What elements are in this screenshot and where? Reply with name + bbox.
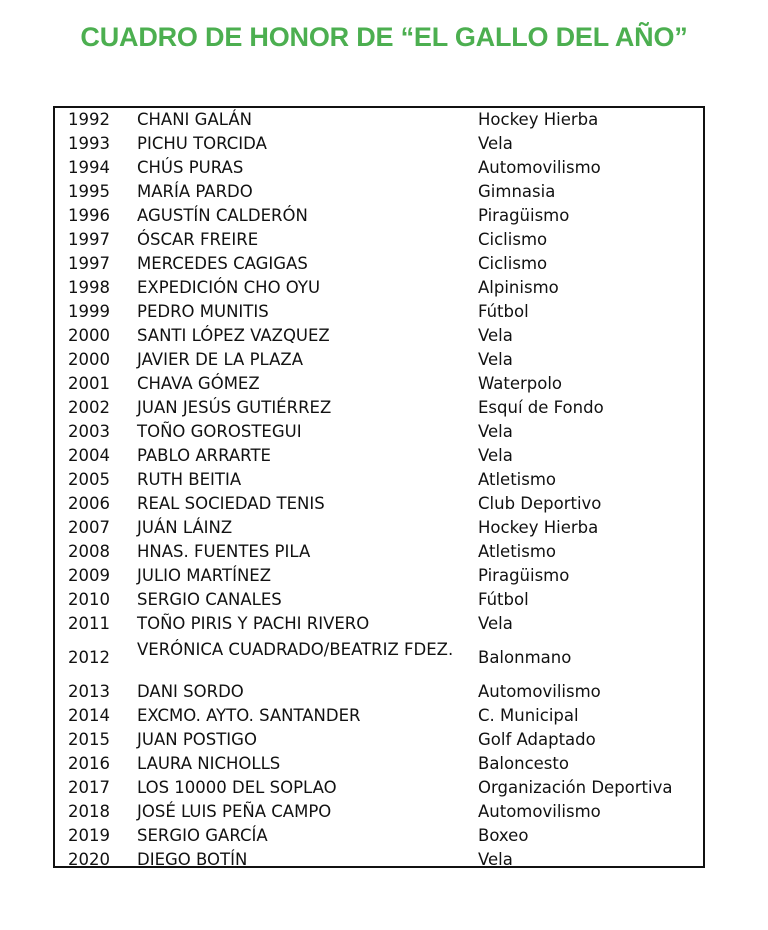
row-name: JUAN POSTIGO (137, 730, 257, 749)
table-row (55, 824, 703, 848)
table-row (55, 396, 703, 420)
row-sport: Atletismo (478, 542, 557, 561)
table-row (55, 612, 703, 636)
table-row (55, 704, 703, 728)
row-year: 2015 (68, 730, 110, 749)
row-sport: Automovilismo (478, 802, 601, 821)
row-year: 2003 (68, 422, 110, 441)
table-row (55, 776, 703, 800)
table-row (55, 348, 703, 372)
row-sport: Alpinismo (478, 278, 559, 297)
table-row (55, 848, 703, 872)
row-year: 1996 (68, 206, 110, 225)
table-row (55, 228, 703, 252)
row-sport: Automovilismo (478, 158, 601, 177)
row-name: DIEGO BOTÍN (137, 850, 248, 869)
row-name: LOS 10000 DEL SOPLAO (137, 778, 337, 797)
row-sport: Baloncesto (478, 754, 569, 773)
table-row (55, 588, 703, 612)
row-sport: Balonmano (478, 648, 572, 667)
row-year: 2012 (68, 648, 110, 667)
table-row (55, 680, 703, 704)
row-name: LAURA NICHOLLS (137, 754, 281, 773)
row-year: 2002 (68, 398, 110, 417)
row-name: VERÓNICA CUADRADO/BEATRIZ FDEZ. (137, 640, 454, 659)
row-sport: Fútbol (478, 590, 529, 609)
row-name: MARÍA PARDO (137, 182, 253, 201)
row-sport: Organización Deportiva (478, 778, 673, 797)
row-name: ÓSCAR FREIRE (137, 230, 259, 249)
row-name: SANTI LÓPEZ VAZQUEZ (137, 326, 330, 345)
row-year: 1995 (68, 182, 110, 201)
page-title: CUADRO DE HONOR DE “EL GALLO DEL AÑO” (80, 22, 688, 52)
row-year: 2011 (68, 614, 110, 633)
table-row (55, 324, 703, 348)
row-name: JUÁN LÁINZ (137, 518, 233, 537)
row-name: CHÚS PURAS (137, 158, 244, 177)
row-sport: Waterpolo (478, 374, 563, 393)
table-row (55, 204, 703, 228)
table-row (55, 492, 703, 516)
row-name: SERGIO GARCÍA (137, 826, 268, 845)
table-row (55, 420, 703, 444)
row-name: MERCEDES CAGIGAS (137, 254, 308, 273)
row-sport: Esquí de Fondo (478, 398, 604, 417)
row-name: JULIO MARTÍNEZ (137, 566, 272, 585)
table-row (55, 372, 703, 396)
table-row (55, 180, 703, 204)
row-name: PABLO ARRARTE (137, 446, 271, 465)
row-sport: Golf Adaptado (478, 730, 596, 749)
row-name: REAL SOCIEDAD TENIS (137, 494, 325, 513)
row-sport: Hockey Hierba (478, 518, 599, 537)
row-name: CHAVA GÓMEZ (137, 374, 260, 393)
row-year: 2004 (68, 446, 110, 465)
table-row (55, 468, 703, 492)
row-sport: Ciclismo (478, 230, 548, 249)
row-year: 2000 (68, 350, 110, 369)
table-row (55, 800, 703, 824)
table-row (55, 252, 703, 276)
row-name: EXCMO. AYTO. SANTANDER (137, 706, 361, 725)
row-year: 2018 (68, 802, 110, 821)
row-sport: Vela (478, 134, 513, 153)
row-year: 1992 (68, 110, 110, 129)
table-row (55, 516, 703, 540)
row-sport: Fútbol (478, 302, 529, 321)
row-name: EXPEDICIÓN CHO OYU (137, 278, 321, 297)
row-sport: Vela (478, 422, 513, 441)
row-name: TOÑO GOROSTEGUI (137, 422, 302, 441)
row-sport: Boxeo (478, 826, 529, 845)
table-row (55, 752, 703, 776)
row-year: 2005 (68, 470, 110, 489)
table-row (55, 728, 703, 752)
table-row (55, 564, 703, 588)
row-year: 2014 (68, 706, 110, 725)
row-year: 2008 (68, 542, 110, 561)
row-sport: Vela (478, 446, 513, 465)
row-year: 2000 (68, 326, 110, 345)
row-year: 1994 (68, 158, 110, 177)
table-row (55, 156, 703, 180)
row-year: 1999 (68, 302, 110, 321)
row-name: JAVIER DE LA PLAZA (137, 350, 303, 369)
row-name: HNAS. FUENTES PILA (137, 542, 311, 561)
row-name: CHANI GALÁN (137, 110, 252, 129)
row-year: 1997 (68, 230, 110, 249)
row-sport: Atletismo (478, 470, 557, 489)
row-year: 2010 (68, 590, 110, 609)
row-year: 2009 (68, 566, 110, 585)
row-year: 2020 (68, 850, 110, 869)
row-sport: Vela (478, 326, 513, 345)
row-sport: Ciclismo (478, 254, 548, 273)
row-sport: Automovilismo (478, 682, 601, 701)
row-name: RUTH BEITIA (137, 470, 242, 489)
row-name: TOÑO PIRIS Y PACHI RIVERO (137, 614, 370, 633)
row-year: 1998 (68, 278, 110, 297)
row-sport: Hockey Hierba (478, 110, 599, 129)
row-sport: Club Deportivo (478, 494, 602, 513)
table-row (55, 108, 703, 132)
row-year: 2013 (68, 682, 110, 701)
row-name: SERGIO CANALES (137, 590, 282, 609)
table-row (55, 636, 703, 680)
table-row (55, 132, 703, 156)
row-year: 2019 (68, 826, 110, 845)
row-sport: Vela (478, 350, 513, 369)
row-name: DANI SORDO (137, 682, 244, 701)
honor-roll-table (53, 106, 705, 868)
row-name: PEDRO MUNITIS (137, 302, 269, 321)
row-year: 2006 (68, 494, 110, 513)
row-year: 1993 (68, 134, 110, 153)
row-sport: Gimnasia (478, 182, 556, 201)
row-name: AGUSTÍN CALDERÓN (137, 206, 308, 225)
table-row (55, 300, 703, 324)
row-year: 2001 (68, 374, 110, 393)
row-sport: Piragüismo (478, 566, 570, 585)
row-year: 2007 (68, 518, 110, 537)
row-year: 2016 (68, 754, 110, 773)
row-year: 1997 (68, 254, 110, 273)
row-name: PICHU TORCIDA (137, 134, 267, 153)
table-row (55, 444, 703, 468)
table-row (55, 540, 703, 564)
row-sport: Vela (478, 850, 513, 869)
row-sport: Vela (478, 614, 513, 633)
row-name: JUAN JESÚS GUTIÉRREZ (137, 398, 332, 417)
row-year: 2017 (68, 778, 110, 797)
table-row (55, 276, 703, 300)
row-name: JOSÉ LUIS PEÑA CAMPO (137, 802, 332, 821)
row-sport: Piragüismo (478, 206, 570, 225)
row-sport: C. Municipal (478, 706, 579, 725)
